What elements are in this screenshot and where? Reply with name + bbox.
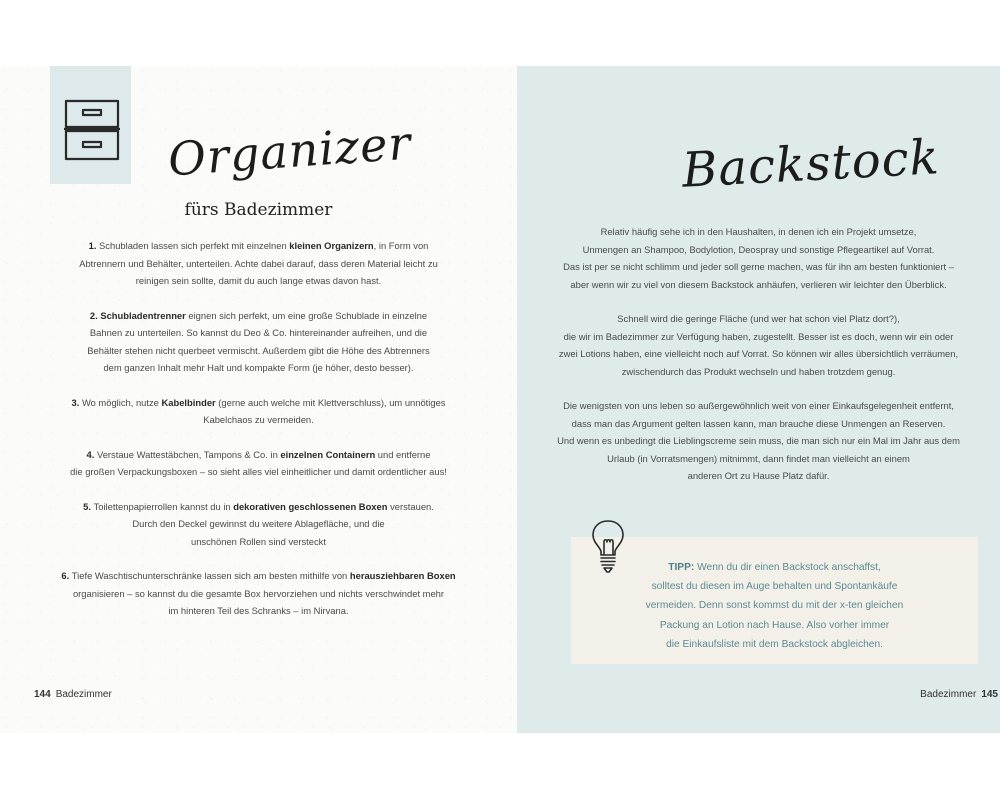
text-line [30,515,487,533]
section-name: Badezimmer [55,689,112,700]
text-segment: aber wenn wir zu viel von diesem Backstock anhäufen, verlieren wir leichter den Überblick. [570,278,947,290]
bold-text: Kabelbinder [161,396,216,408]
text-segment: Wo möglich, nutze [81,396,162,408]
text-segment: Relativ häufig sehe ich in den Haushalten, in denen ich ein Projekt umsetze, [600,226,917,237]
text-line [537,363,980,381]
tip-line [571,558,978,577]
bold-text: 2. Schubladentrenner [89,309,186,321]
book-spread [0,66,1000,733]
text-segment: verstauen. [387,500,434,512]
text-line [30,602,487,620]
text-line [30,342,487,360]
paragraph [30,394,487,429]
text-segment: Bahnen zu unterteilen. So kannst du Deo & Co. hintereinander aufreihen, und die [89,327,428,338]
tip-box [571,537,978,664]
storage-boxes-icon [63,98,121,162]
text-segment: Toilettenpapierrollen kannst du in [93,500,234,512]
text-line [537,450,980,468]
bold-text: kleinen Organizern [289,240,374,251]
text-segment: dem ganzen Inhalt mehr Halt und kompakte Form (je höher, desto besser). [103,362,414,373]
section-name: Badezimmer [920,689,977,700]
text-line [537,432,980,450]
icon-block [50,66,131,184]
text-segment: eignen sich perfekt, um eine große Schublade in einzelne [185,309,428,321]
text-segment: zwischendurch das Produkt wechseln und haben trotzdem genug. [621,365,896,377]
tip-label: TIPP: [668,562,695,573]
paragraph [537,310,980,380]
paragraph [537,397,980,485]
text-segment: im hinteren Teil des Schranks – im Nirvana. [168,605,349,616]
text-segment: reinigen sein sollte, damit du auch lange etwas davon hast. [135,275,382,286]
bold-text: 6. [61,570,72,581]
bold-text: 5. [83,500,94,512]
text-line [30,255,487,273]
text-segment: dass man das Argument gelten lassen kann, man brauche diese Unmengen an Reserven. [571,417,946,429]
paragraph [30,307,487,377]
text-segment: Kabelchaos zu vermeiden. [203,414,314,425]
text-segment: und entferne [375,448,431,460]
text-segment: zwei Lotions haben, eine vielleicht noch auf Vorrat. So können wir alles übersichtlich verräumen, [558,348,959,359]
text-segment: die großen Verpackungsboxen – so sieht alles viel einheitlicher und damit ordentlicher aus! [70,466,447,477]
text-line [30,567,487,585]
tip-first-line: Wenn du dir einen Backstock anschaffst, [694,562,881,573]
text-segment: Urlaub (in Vorratsmengen) mitnimmt, dann findet man vielleicht an einem [607,452,910,464]
text-line [30,237,487,255]
text-line [30,307,487,325]
tip-line: Packung an Lotion nach Hause. Also vorher immer [659,619,890,631]
text-segment: Und wenn es unbedingt die Lieblingscreme sein muss, die man sich nur ein Mal im Jahr aus dem [557,435,960,446]
bold-text: dekorativen geschlossenen Boxen [233,500,388,512]
text-line [30,533,487,551]
text-line [30,272,487,290]
text-line [537,310,980,328]
text-line [30,498,487,516]
paragraph [30,498,487,551]
page-title: Organizer [166,115,413,187]
tip-line: solltest du diesen im Auge behalten und Spontankäufe [651,581,898,593]
paragraph [537,223,980,293]
text-line [30,359,487,377]
bold-text: einzelnen Containern [280,448,376,460]
text-line [30,446,487,464]
text-segment: (gerne auch welche mit Klettverschluss), um unnötiges [215,396,446,408]
text-line [537,397,980,415]
text-line [30,585,487,603]
paragraph [30,567,487,620]
left-page [0,66,517,733]
text-segment: Abtrennern und Behälter, unterteilen. Achte dabei darauf, dass deren Material leicht zu [79,257,438,269]
tip-line: die Einkaufsliste mit dem Backstock abgleichen. [666,638,883,650]
text-segment: Das ist per se nicht schlimm und jeder soll gerne machen, was für ihn am besten funktioniert – [563,261,954,272]
page-number: 144 [34,689,51,700]
bold-text: herausziehbaren Boxen [349,570,456,581]
body-text [537,223,980,502]
text-line [30,463,487,481]
text-line [537,345,980,363]
text-segment: Durch den Deckel gewinnst du weitere Ablagefläche, und die [132,518,385,529]
text-segment: die wir im Badezimmer zur Verfügung haben, zugestellt. Besser ist es doch, wenn wir ein oder [563,330,954,342]
tips-list [30,237,487,637]
bold-text: 4. [86,448,97,460]
tip-text [571,558,978,654]
text-segment: Unmengen an Shampoo, Bodylotion, Deospray und sonstige Pflegeartikel auf Vorrat. [582,243,935,255]
text-segment: Schubladen lassen sich perfekt mit einzelnen [99,240,290,251]
text-line [537,328,980,346]
right-page [517,66,1000,733]
bold-text: 3. [71,396,82,408]
text-segment: organisieren – so kannst du die gesamte Box hervorziehen und nichts verschwindet mehr [72,587,445,599]
text-line [30,411,487,429]
text-segment: unschönen Rollen sind versteckt [191,535,326,547]
text-line [537,276,980,294]
text-segment: Verstaue Wattestäbchen, Tampons & Co. in [96,448,281,460]
text-line [537,415,980,433]
text-line [537,258,980,276]
page-footer-left [34,689,112,700]
text-segment: Behälter stehen nicht querbeet vermischt. Außerdem gibt die Höhe des Abtrenners [87,344,430,356]
paragraph [30,446,487,481]
page-number: 145 [981,689,998,700]
text-line [30,394,487,412]
text-segment: , in Form von [373,240,429,251]
text-line [537,223,980,241]
text-segment: Schnell wird die geringe Fläche (und wer hat schon viel Platz dort?), [617,313,900,324]
text-segment: anderen Ort zu Hause Platz dafür. [687,470,830,481]
text-line [30,324,487,342]
paragraph [30,237,487,290]
page-footer-right [920,689,998,700]
tip-line: vermeiden. Denn sonst kommst du mit der x-ten gleichen [645,600,904,612]
text-segment: Tiefe Waschtischunterschränke lassen sich am besten mithilfe von [71,570,350,581]
text-line [537,467,980,485]
lightbulb-icon [590,518,626,576]
page-title: Backstock [680,129,941,199]
text-segment: Die wenigsten von uns leben so außergewöhnlich weit von einer Einkaufsgelegenheit entfernt, [563,400,954,411]
bold-text: 1. [88,240,100,251]
page-subtitle: fürs Badezimmer [184,200,333,220]
text-line [537,241,980,259]
